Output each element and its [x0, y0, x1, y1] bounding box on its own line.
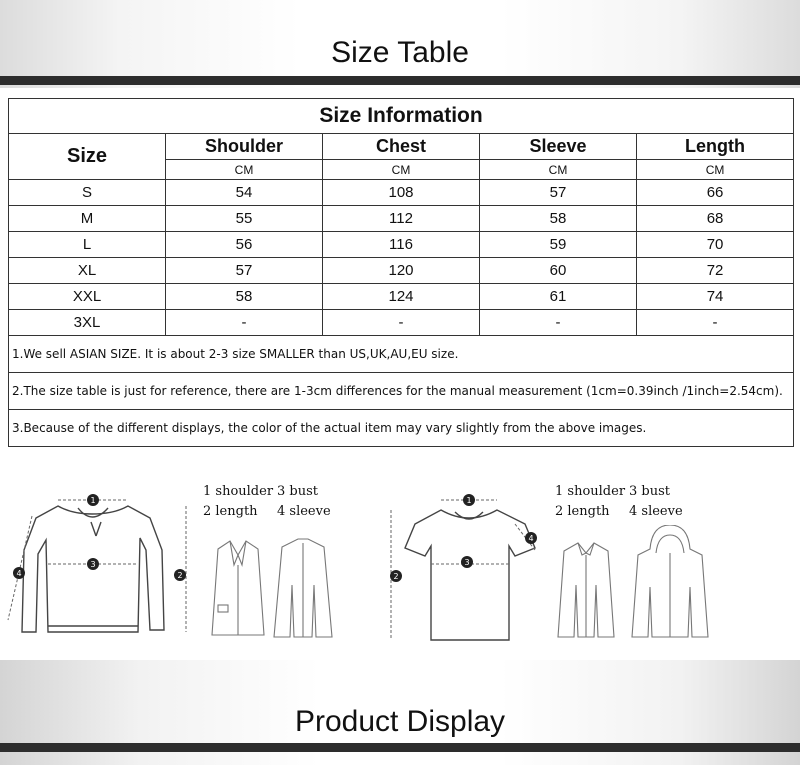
table-row [9, 180, 794, 206]
table-row [9, 258, 794, 284]
marker-1-label: 1 [90, 496, 96, 505]
size-column-header: Size [9, 134, 166, 180]
note-color: 3.Because of the different displays, the color of the actual item may vary slightly from the above images. [9, 410, 794, 447]
marker-1-label: 1 [466, 496, 472, 505]
shoulder-cell: 57 [166, 258, 323, 284]
unit-label: CM [166, 160, 323, 180]
shirt-and-hoodie-illustrations [550, 525, 710, 645]
marker-3-label: 3 [464, 558, 470, 567]
legend-sleeve: 4 sleeve [629, 504, 683, 519]
column-header-length: Length [637, 134, 794, 160]
shoulder-cell: - [166, 310, 323, 336]
column-header-shoulder: Shoulder [166, 134, 323, 160]
length-cell: - [637, 310, 794, 336]
shoulder-cell: 54 [166, 180, 323, 206]
marker-4-label: 4 [16, 569, 22, 578]
legend-bust: 3 bust [277, 484, 318, 499]
table-row [9, 232, 794, 258]
size-cell: XL [9, 258, 166, 284]
banner-divider [0, 76, 800, 85]
legend-length: 2 length [555, 504, 610, 519]
short-sleeve-guide [385, 480, 800, 650]
long-sleeve-guide [0, 480, 400, 650]
marker-4-label: 4 [528, 534, 534, 543]
chest-cell: 108 [323, 180, 480, 206]
sleeve-cell: 57 [480, 180, 637, 206]
legend-bust: 3 bust [629, 484, 670, 499]
measurement-legend [555, 484, 695, 524]
length-cell: 72 [637, 258, 794, 284]
jacket-illustrations [200, 525, 340, 645]
shoulder-cell: 58 [166, 284, 323, 310]
size-cell: S [9, 180, 166, 206]
chest-cell: 124 [323, 284, 480, 310]
note-asian-size: 1.We sell ASIAN SIZE. It is about 2-3 size SMALLER than US,UK,AU,EU size. [9, 336, 794, 373]
length-cell: 74 [637, 284, 794, 310]
legend-length: 2 length [203, 504, 258, 519]
column-header-sleeve: Sleeve [480, 134, 637, 160]
unit-label: CM [323, 160, 480, 180]
marker-2-label: 2 [393, 572, 399, 581]
product-display-banner [0, 660, 800, 765]
unit-label: CM [480, 160, 637, 180]
size-cell: 3XL [9, 310, 166, 336]
size-table-title: Size Table [331, 36, 469, 69]
t-shirt-diagram [385, 480, 555, 650]
marker-2-label: 2 [177, 571, 183, 580]
marker-3-label: 3 [90, 560, 96, 569]
chest-cell: - [323, 310, 480, 336]
shoulder-cell: 56 [166, 232, 323, 258]
table-row [9, 284, 794, 310]
table-title: Size Information [9, 99, 794, 134]
chest-cell: 116 [323, 232, 480, 258]
legend-shoulder: 1 shoulder [203, 484, 274, 499]
table-row [9, 310, 794, 336]
measurement-legend [203, 484, 343, 524]
legend-sleeve: 4 sleeve [277, 504, 331, 519]
length-cell: 68 [637, 206, 794, 232]
sleeve-cell: - [480, 310, 637, 336]
size-cell: M [9, 206, 166, 232]
sleeve-cell: 60 [480, 258, 637, 284]
size-cell: XXL [9, 284, 166, 310]
length-cell: 70 [637, 232, 794, 258]
product-display-title: Product Display [294, 705, 506, 738]
size-table-banner [0, 0, 800, 88]
banner-divider [0, 743, 800, 752]
column-header-chest: Chest [323, 134, 480, 160]
sleeve-cell: 59 [480, 232, 637, 258]
chest-cell: 120 [323, 258, 480, 284]
long-sleeve-shirt-diagram [0, 480, 200, 650]
chest-cell: 112 [323, 206, 480, 232]
sleeve-cell: 58 [480, 206, 637, 232]
legend-shoulder: 1 shoulder [555, 484, 626, 499]
note-measurement: 2.The size table is just for reference, there are 1-3cm differences for the manual measurement (1cm=0.39inch /1inch=2.54cm). [9, 373, 794, 410]
length-cell: 66 [637, 180, 794, 206]
unit-label: CM [637, 160, 794, 180]
size-cell: L [9, 232, 166, 258]
size-information-table [8, 98, 794, 447]
shoulder-cell: 55 [166, 206, 323, 232]
table-row [9, 206, 794, 232]
sleeve-cell: 61 [480, 284, 637, 310]
